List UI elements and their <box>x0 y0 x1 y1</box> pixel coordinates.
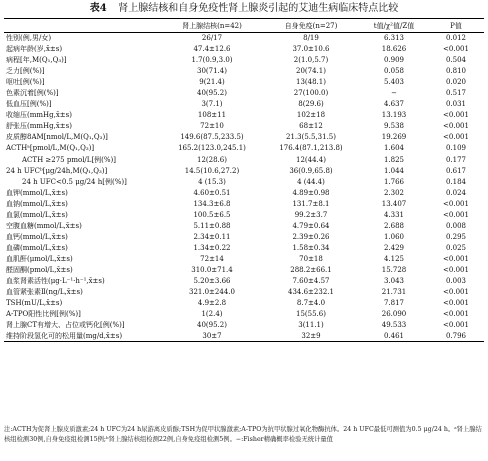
p-value: <0.001 <box>443 321 469 330</box>
statistic-value: 1.044 <box>383 166 405 175</box>
table-row <box>4 198 484 209</box>
autoimmune-value: 1.58±0.34 <box>292 243 330 252</box>
autoimmune-value: 21.3(5.5,31.5) <box>286 133 336 142</box>
tuberculosis-value: 72±14 <box>200 254 224 263</box>
table-row <box>4 287 484 298</box>
autoimmune-value: 13(48.1) <box>296 78 326 87</box>
row-label: 收缩压(mmHg,x̄±s) <box>6 111 72 120</box>
autoimmune-value: 68±12 <box>299 122 323 131</box>
row-label: 起病年龄(岁,x̄±s) <box>6 45 63 54</box>
table-caption: 肾上腺结核和自身免疫性肾上腺炎引起的艾迪生病临床特点比较 <box>118 3 399 14</box>
table-row <box>4 77 484 88</box>
p-value: <0.001 <box>443 266 469 274</box>
autoimmune-value: 99.2±3.7 <box>294 210 328 219</box>
row-label: 皮质醇8AM[nmol/L,M(Q₁,Q₃)] <box>6 133 108 142</box>
autoimmune-value: 20(74.1) <box>296 67 326 76</box>
autoimmune-value: 2.39±0.26 <box>292 232 330 241</box>
row-label: ACTH ≥275 pmol/L[例(%)] <box>22 155 117 164</box>
header-tuberculosis: 肾上腺结核(n=42) <box>162 19 262 33</box>
table-row <box>4 209 484 220</box>
statistic-value: 13.407 <box>381 199 407 208</box>
p-value: <0.001 <box>443 111 469 120</box>
tuberculosis-value: 4.60±0.51 <box>193 188 231 197</box>
statistic-value: 49.533 <box>381 321 407 330</box>
p-value: 0.184 <box>445 177 467 186</box>
row-label: 24 h UFCᵇ[μg/24h,M(Q₁,Q₃)] <box>6 166 108 175</box>
row-label: 色素沉着[例(%)] <box>6 89 59 98</box>
table-row <box>4 176 484 187</box>
tuberculosis-value: 5.20±3.66 <box>193 277 231 286</box>
autoimmune-value: 8/19 <box>303 34 319 43</box>
table-row <box>4 165 484 176</box>
table-row <box>4 44 484 55</box>
statistic-value: 26.090 <box>381 310 407 319</box>
statistic-value: 1.060 <box>383 232 405 241</box>
row-label: 舒张压(mmHg,x̄±s) <box>6 122 72 131</box>
header-p-value: P值 <box>428 19 484 33</box>
table-row <box>4 154 484 165</box>
autoimmune-value: 8.7±4.0 <box>296 299 326 308</box>
table-row <box>4 220 484 231</box>
tuberculosis-value: 72±10 <box>200 122 224 131</box>
tuberculosis-value: 1.34±0.22 <box>193 243 231 252</box>
table-number: 表4 <box>89 3 107 14</box>
table-header-row <box>4 19 484 33</box>
statistic-value: 2.429 <box>383 243 405 252</box>
p-value: 0.504 <box>445 56 467 65</box>
row-label: 血管紧张素Ⅱ(ng/L,x̄±s) <box>6 288 83 297</box>
tuberculosis-value: 100.5±6.5 <box>193 210 231 219</box>
table-row <box>4 276 484 287</box>
autoimmune-value: 36(0.9,65.8) <box>289 166 333 175</box>
table-row <box>4 121 484 132</box>
autoimmune-value: 434.6±232.1 <box>288 288 334 297</box>
statistic-value: − <box>391 89 397 98</box>
row-label: 血磷(mmol/L,x̄±s) <box>6 243 68 252</box>
table-row <box>4 66 484 77</box>
tuberculosis-value: 134.3±6.8 <box>193 199 231 208</box>
p-value: 0.109 <box>445 144 467 153</box>
p-value: <0.001 <box>443 122 469 131</box>
statistic-value: 1.604 <box>383 144 405 153</box>
table-row <box>4 88 484 99</box>
p-value: <0.001 <box>443 288 469 297</box>
statistic-value: 1.766 <box>383 177 405 186</box>
p-value: 0.008 <box>445 221 467 230</box>
p-value: 0.020 <box>445 78 467 87</box>
row-label: 空腹血糖(mmol/L,x̄±s) <box>6 221 82 230</box>
row-label: 血钾(mmol/L,x̄±s) <box>6 188 68 197</box>
row-label: 呕吐[例(%)] <box>6 78 45 87</box>
p-value: 0.810 <box>445 67 467 76</box>
row-label: 血钠(mmol/L,x̄±s) <box>6 199 68 208</box>
statistic-value: 0.461 <box>360 331 428 342</box>
statistic-value: 5.403 <box>383 78 405 87</box>
autoimmune-value: 32±9 <box>262 331 360 342</box>
autoimmune-value: 176.4(87.1,213.8) <box>279 144 343 153</box>
row-label: 维持阶段氢化可的松用量(mg/d,x̄±s) <box>4 331 162 342</box>
table-row <box>4 187 484 198</box>
table-row <box>4 264 484 275</box>
table-row <box>4 242 484 253</box>
tuberculosis-value: 321.0±244.0 <box>189 288 235 297</box>
tuberculosis-value: 165.2(123.0,245.1) <box>178 144 246 153</box>
tuberculosis-value: 14.5(10.6,27.2) <box>184 166 240 175</box>
tuberculosis-value: 108±11 <box>197 111 227 120</box>
row-label: 血浆肾素活性(μg·L⁻¹·h⁻¹,x̄±s) <box>6 277 105 286</box>
comparison-table <box>4 18 484 342</box>
p-value: 0.003 <box>445 277 467 286</box>
autoimmune-value: 4.89±0.98 <box>292 188 330 197</box>
row-label: ACTHᵃ[pmol/L,M(Q₁,Q₃)] <box>6 144 95 153</box>
table-row <box>4 298 484 309</box>
statistic-value: 21.731 <box>381 288 407 297</box>
p-value: 0.012 <box>445 34 467 43</box>
p-value: 0.517 <box>445 89 467 98</box>
table-body <box>4 33 484 342</box>
tuberculosis-value: 4 (15.3) <box>198 177 226 186</box>
table-row <box>4 33 484 44</box>
row-label: 低血压[例(%)] <box>6 100 52 109</box>
tuberculosis-value: 30(71.4) <box>197 67 227 76</box>
p-value: 0.031 <box>445 100 467 109</box>
p-value: 0.796 <box>428 331 484 342</box>
tuberculosis-value: 3(7.1) <box>201 100 223 109</box>
table-row <box>4 143 484 154</box>
statistic-value: 2.688 <box>383 221 405 230</box>
statistic-value: 4.125 <box>383 254 405 263</box>
header-item <box>4 19 162 33</box>
statistic-value: 0.058 <box>383 67 405 76</box>
tuberculosis-value: 12(28.6) <box>197 155 227 164</box>
row-label: 血肌酐(μmol/L,x̄±s) <box>6 254 73 263</box>
row-label: 血氯(mmol/L,x̄±s) <box>6 210 68 219</box>
statistic-value: 3.043 <box>383 277 405 286</box>
statistic-value: 7.817 <box>383 299 405 308</box>
autoimmune-value: 4.79±0.64 <box>292 221 330 230</box>
header-statistic: t值/χ²值/Z值 <box>360 19 428 33</box>
p-value: <0.001 <box>443 199 469 208</box>
autoimmune-value: 8(29.6) <box>298 100 324 109</box>
table-row <box>4 110 484 121</box>
autoimmune-value: 131.7±8.1 <box>292 199 330 208</box>
p-value: <0.001 <box>443 133 469 142</box>
statistic-value: 6.313 <box>383 34 405 43</box>
table-row <box>4 99 484 110</box>
autoimmune-value: 70±18 <box>299 254 323 263</box>
tuberculosis-value: 47.4±12.6 <box>193 45 231 54</box>
autoimmune-value: 27(100.0) <box>293 89 329 98</box>
header-autoimmune: 自身免疫(n=27) <box>262 19 360 33</box>
table-row <box>4 231 484 242</box>
autoimmune-value: 12(44.4) <box>296 155 326 164</box>
autoimmune-value: 15(55.6) <box>296 310 326 319</box>
autoimmune-value: 7.60±4.57 <box>292 277 330 286</box>
table-row <box>4 132 484 143</box>
table-row <box>4 309 484 320</box>
p-value: 0.617 <box>445 166 467 175</box>
p-value: <0.001 <box>443 299 469 308</box>
tuberculosis-value: 30±7 <box>162 331 262 342</box>
autoimmune-value: 102±18 <box>296 111 326 120</box>
row-label: 24 h UFC<0.5 μg/24 h[例(%)] <box>22 177 127 186</box>
row-label: A-TPO阳性比例[例(%)] <box>6 310 81 319</box>
statistic-value: 4.331 <box>383 210 405 219</box>
tuberculosis-value: 26/17 <box>201 34 223 43</box>
p-value: <0.001 <box>443 210 469 219</box>
row-label: 乏力[例(%)] <box>6 67 45 76</box>
tuberculosis-value: 40(95.2) <box>197 89 227 98</box>
autoimmune-value: 4 (44.4) <box>297 177 325 186</box>
statistic-value: 0.909 <box>383 56 405 65</box>
autoimmune-value: 3(11.1) <box>298 321 324 330</box>
tuberculosis-value: 1(2.4) <box>201 310 223 319</box>
table-row <box>4 320 484 331</box>
statistic-value: 18.626 <box>381 45 407 54</box>
table-row <box>4 253 484 264</box>
tuberculosis-value: 2.34±0.11 <box>193 232 231 241</box>
table-title <box>0 2 488 15</box>
p-value: 0.295 <box>445 232 467 241</box>
statistic-value: 9.538 <box>383 122 405 131</box>
table-row <box>4 331 484 342</box>
p-value: <0.001 <box>443 45 469 54</box>
statistic-value: 19.269 <box>381 133 407 142</box>
tuberculosis-value: 1.7(0.9,3.0) <box>191 56 233 65</box>
statistic-value: 2.302 <box>383 188 405 197</box>
tuberculosis-value: 40(95.2) <box>197 321 227 330</box>
p-value: <0.001 <box>443 254 469 263</box>
row-label: 肾上腺CT有增大、占位或钙化[例(%)] <box>6 321 125 330</box>
row-label: 性别(例,男/女) <box>6 34 52 43</box>
statistic-value: 15.728 <box>381 266 407 274</box>
p-value: 0.024 <box>445 188 467 197</box>
table-row <box>4 55 484 66</box>
p-value: 0.025 <box>445 243 467 252</box>
p-value: 0.177 <box>445 155 467 164</box>
statistic-value: 13.193 <box>381 111 407 120</box>
row-label: 病程[年,M(Q₁,Q₃)] <box>6 56 67 65</box>
tuberculosis-value: 9(21.4) <box>199 78 225 87</box>
tuberculosis-value: 5.11±0.88 <box>193 221 231 230</box>
tuberculosis-value: 149.6(87.5,233.5) <box>180 133 244 142</box>
tuberculosis-value: 4.9±2.8 <box>197 299 227 308</box>
autoimmune-value: 288.2±66.1 <box>290 266 332 274</box>
row-label: TSH(mU/L,x̄±s) <box>6 299 63 308</box>
statistic-value: 1.825 <box>383 155 405 164</box>
row-label: 血钙(mmol/L,x̄±s) <box>6 232 68 241</box>
autoimmune-value: 2(1.0,5.7) <box>293 56 329 65</box>
row-label: 醛固酮(pmol/L,x̄±s) <box>6 266 73 274</box>
statistic-value: 4.637 <box>383 100 405 109</box>
table-footnote: 注:ACTH为促肾上腺皮质激素;24 h UFC为24 h尿游离皮质醇;TSH为促甲状腺激素;A-TPO为抗甲状腺过氧化物酶抗体。24 h UFC最低可测值为0.5 μg/24 h。ᵃ肾上腺结核组检测30例,自身免疫组检测15例;ᵇ肾上腺结核组检测22例,自身免疫组检测5例。−:Fisher精确概率检验无统计量值 <box>4 426 482 443</box>
autoimmune-value: 37.0±10.6 <box>292 45 330 54</box>
tuberculosis-value: 310.0±71.4 <box>191 266 233 274</box>
p-value: <0.001 <box>443 310 469 319</box>
